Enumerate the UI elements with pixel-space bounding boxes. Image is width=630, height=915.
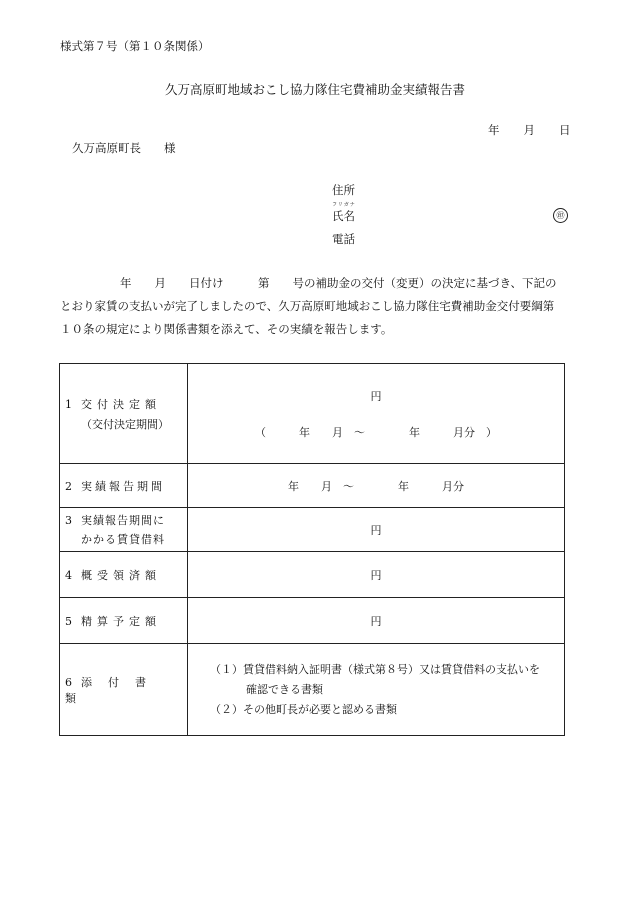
phone-label: 電話	[332, 232, 355, 246]
label-text-2: かかる賃貸借料	[81, 533, 165, 546]
row-label: 6 添付書類	[60, 644, 188, 736]
label-text: 実績報告期間	[81, 479, 165, 493]
label-text: 精算予定額	[81, 614, 161, 628]
seal-mark: ㊞	[553, 208, 568, 223]
address-label: 住所	[332, 183, 355, 197]
row-label: 4 概受領済額	[60, 552, 188, 598]
furigana-label: フリガナ	[332, 202, 356, 208]
body-line-1: 年 月 日付け 第 号の補助金の交付（変更）の決定に基づき、下記の	[120, 276, 557, 290]
row-label: 1 交付決定額 （交付決定期間）	[60, 364, 188, 464]
table-row	[60, 508, 565, 552]
sublabel-text: （交付決定期間）	[81, 417, 169, 431]
attachments-list	[188, 644, 565, 736]
row-label: 2 実績報告期間	[60, 464, 188, 508]
table-row	[60, 552, 565, 598]
amount-unit: 円	[370, 389, 382, 403]
label-text: 実績報告期間に	[81, 514, 165, 527]
date-day: 日	[559, 123, 571, 137]
row-label: 3 実績報告期間に かかる賃貸借料	[60, 508, 188, 552]
body-paragraph	[60, 272, 575, 341]
label-text: 概受領済額	[81, 568, 161, 582]
date-year: 年	[488, 123, 500, 137]
date-line	[488, 122, 571, 138]
label-text: 添付書類	[65, 675, 162, 705]
report-table	[59, 363, 565, 736]
name-label: 氏名	[332, 209, 355, 223]
row-label: 5 精算予定額	[60, 598, 188, 644]
addressee: 久万高原町長 様	[72, 141, 176, 155]
attachment-item: （１）賃貸借料納入証明書（様式第８号）又は賃貸借料の支払いを	[210, 662, 540, 676]
table-row	[60, 464, 565, 508]
body-line-2: とおり家賃の支払いが完了しましたので、久万高原町地域おこし協力隊住宅費補助金交付要綱第	[60, 299, 555, 313]
row-value: 円	[188, 598, 565, 644]
body-line-3: １０条の規定により関係書類を添えて、その実績を報告します。	[60, 322, 393, 336]
attachment-item: （２）その他町長が必要と認める書類	[210, 702, 397, 716]
form-number: 様式第７号（第１０条関係）	[60, 39, 210, 53]
table-row	[60, 364, 565, 464]
decision-period: （ 年 月 〜 年 月分 ）	[255, 425, 497, 439]
document-title: 久万高原町地域おこし協力隊住宅費補助金実績報告書	[164, 82, 465, 97]
date-month: 月	[523, 123, 535, 137]
table-row	[60, 598, 565, 644]
label-text: 交付決定額	[81, 397, 161, 411]
attachment-item-cont: 確認できる書類	[246, 682, 323, 696]
row-value	[188, 364, 565, 464]
table-row	[60, 644, 565, 736]
row-value: 円	[188, 552, 565, 598]
row-value: 年 月 〜 年 月分	[188, 464, 565, 508]
row-value: 円	[188, 508, 565, 552]
